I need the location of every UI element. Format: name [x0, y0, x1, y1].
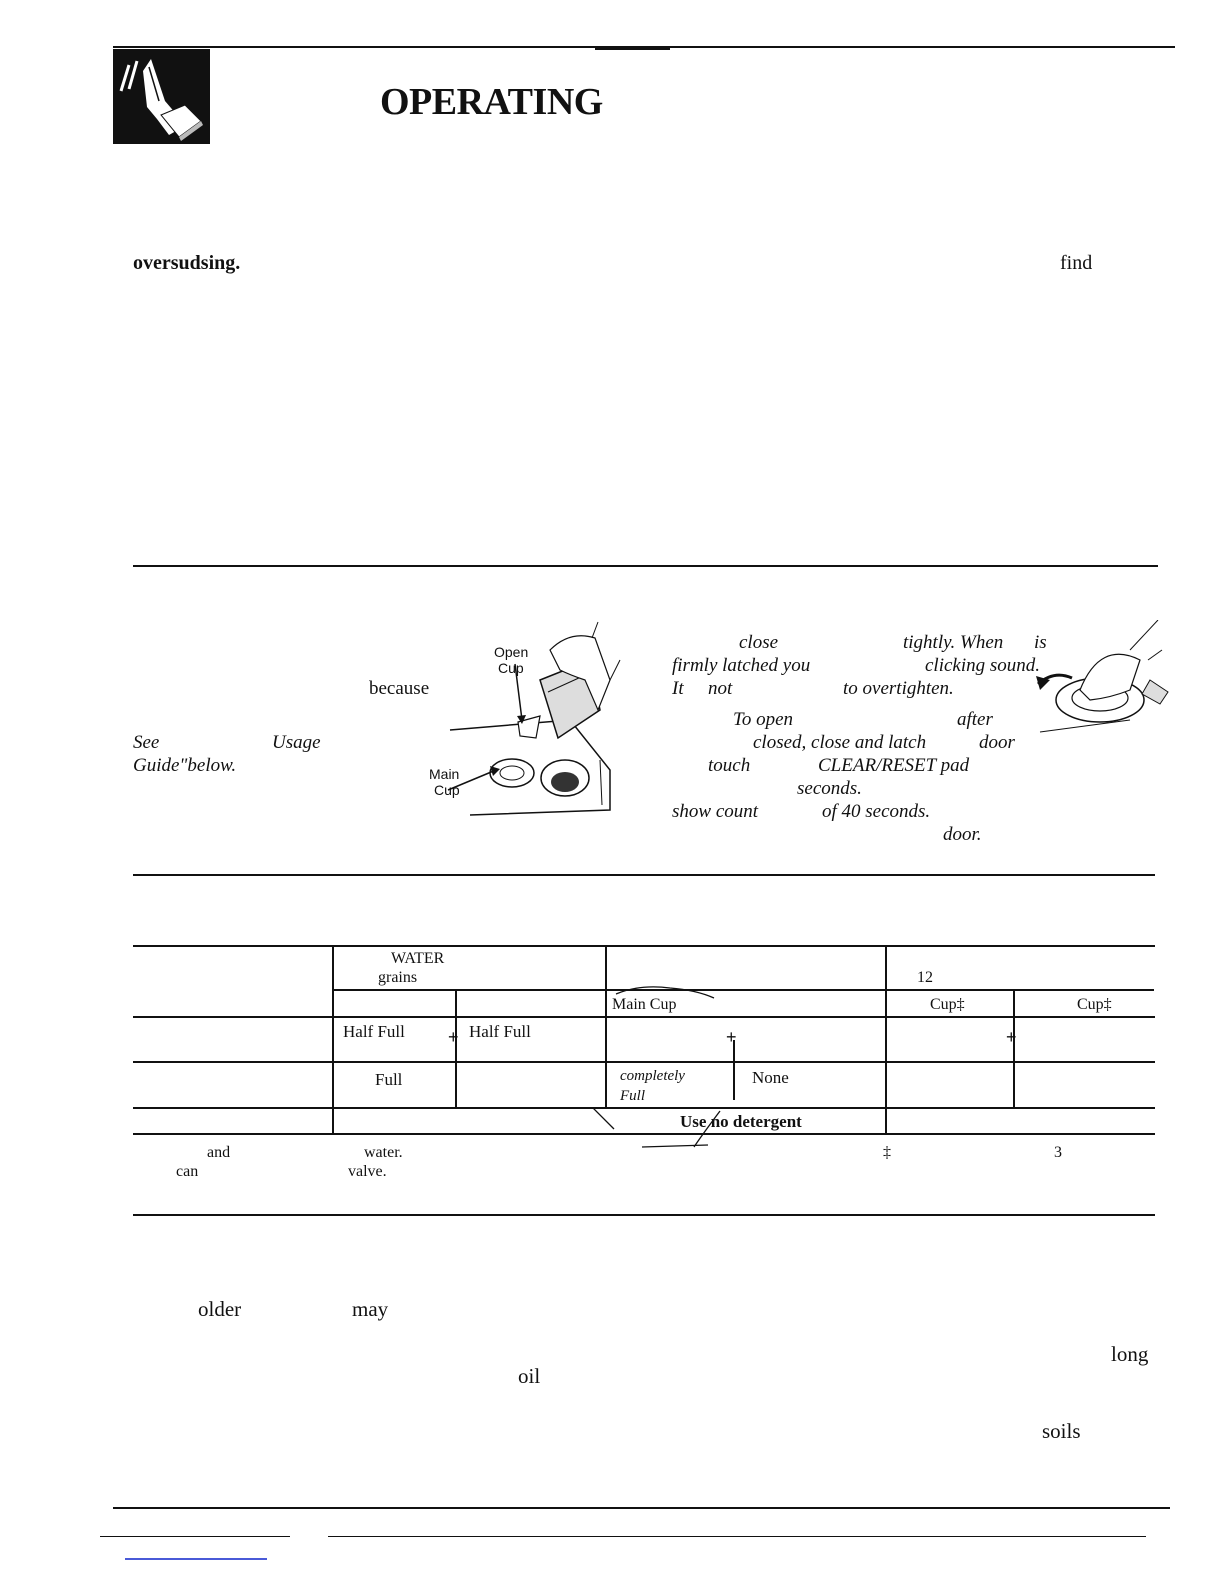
table-col-divider-3	[885, 945, 887, 1134]
word-soils: soils	[1042, 1419, 1081, 1443]
footer-blue-link-line	[125, 1558, 267, 1560]
table-header-12: 12	[917, 969, 933, 986]
row2-none: None	[752, 1068, 789, 1087]
right-text-2a: firmly latched you	[672, 655, 811, 676]
table-col-divider-2	[605, 945, 607, 1107]
right-text-3c: to overtighten.	[843, 678, 954, 699]
word-find: find	[1060, 252, 1093, 274]
word-long: long	[1111, 1342, 1149, 1366]
footer-rule	[113, 1507, 1170, 1509]
word-oil: oil	[518, 1364, 541, 1388]
footnote-3: 3	[1054, 1144, 1062, 1161]
header-top-rule-accent	[595, 46, 670, 50]
right-text-8a: show count	[672, 801, 759, 822]
label-main-cup-2: Cup	[434, 782, 460, 798]
row1-half-full-2: Half Full	[469, 1022, 531, 1041]
table-top-rule	[133, 945, 1155, 947]
footnote-valve: valve.	[348, 1163, 387, 1180]
footer-rule-short-left	[100, 1536, 290, 1537]
right-text-4b: after	[957, 709, 993, 730]
label-open-cup-2: Cup	[498, 660, 524, 676]
table-col-divider-5	[1013, 989, 1015, 1107]
footnote-can: can	[176, 1163, 199, 1180]
table-row2-rule	[133, 1061, 1155, 1063]
section-divider-3	[133, 1214, 1155, 1216]
right-text-3b: not	[708, 678, 733, 699]
right-text-4a: To open	[733, 709, 794, 730]
right-text-6a: touch	[708, 755, 751, 776]
table-row1-rule	[133, 1016, 1155, 1018]
right-text-8b: of 40 seconds.	[822, 801, 931, 822]
footnote-water: water.	[364, 1144, 403, 1161]
right-text-1c: is	[1034, 632, 1047, 653]
hand-pressing-button-icon	[113, 49, 210, 144]
label-open-cup-1: Open	[494, 644, 529, 660]
section-divider-2	[133, 874, 1155, 876]
row2-handwritten: completely Full	[620, 1068, 685, 1104]
right-text-9a: door.	[943, 824, 982, 845]
row3-no-detergent: Use no detergent	[680, 1112, 802, 1131]
right-text-6b: CLEAR/RESET pad	[818, 755, 970, 776]
see-text-1: See	[133, 732, 160, 753]
page-title: OPERATING	[380, 81, 603, 123]
word-may: may	[352, 1297, 389, 1321]
word-older: older	[198, 1297, 242, 1321]
footnote-dagger: ‡	[883, 1144, 891, 1161]
right-text-5a: closed, close and latch	[753, 732, 927, 753]
main-cup-handwritten-mark	[610, 982, 720, 1002]
row3-handwritten-stroke	[592, 1107, 732, 1149]
row1-half-full: Half Full	[343, 1022, 405, 1041]
table-col-divider-1	[332, 945, 334, 1134]
table-header-water: WATER	[391, 950, 445, 967]
section-divider-1	[133, 565, 1158, 567]
see-text-2: Usage	[272, 732, 321, 753]
right-text-5b: door	[979, 732, 1015, 753]
see-text-3: Guide"below.	[133, 755, 237, 776]
row1-plus: +	[448, 1027, 459, 1047]
table-col-divider-6	[733, 1040, 735, 1100]
right-text-3a: It	[672, 678, 684, 699]
right-text-1b: tightly. When	[903, 632, 1004, 653]
right-text-7a: seconds.	[797, 778, 862, 799]
knob-illustration	[1030, 620, 1180, 740]
table-header-grains: grains	[378, 969, 418, 986]
word-because: because	[369, 678, 430, 699]
right-text-2b: clicking sound.	[925, 655, 1041, 676]
label-main-cup-1: Main	[429, 766, 460, 782]
footer-rule-long-right	[328, 1536, 1146, 1537]
row1-plus-2: +	[726, 1027, 737, 1047]
word-oversudsing: oversudsing.	[133, 252, 241, 274]
right-text-1a: close	[739, 632, 779, 653]
table-sub-cup-b: Cup‡	[1077, 996, 1112, 1013]
table-col-divider-4	[455, 989, 457, 1107]
row1-plus-3: +	[1006, 1027, 1017, 1047]
footnote-and: and	[207, 1144, 231, 1161]
table-sub-cup-a: Cup‡	[930, 996, 965, 1013]
table-sub-main-cup: Main Cup	[612, 996, 677, 1013]
row2-full: Full	[375, 1070, 403, 1089]
